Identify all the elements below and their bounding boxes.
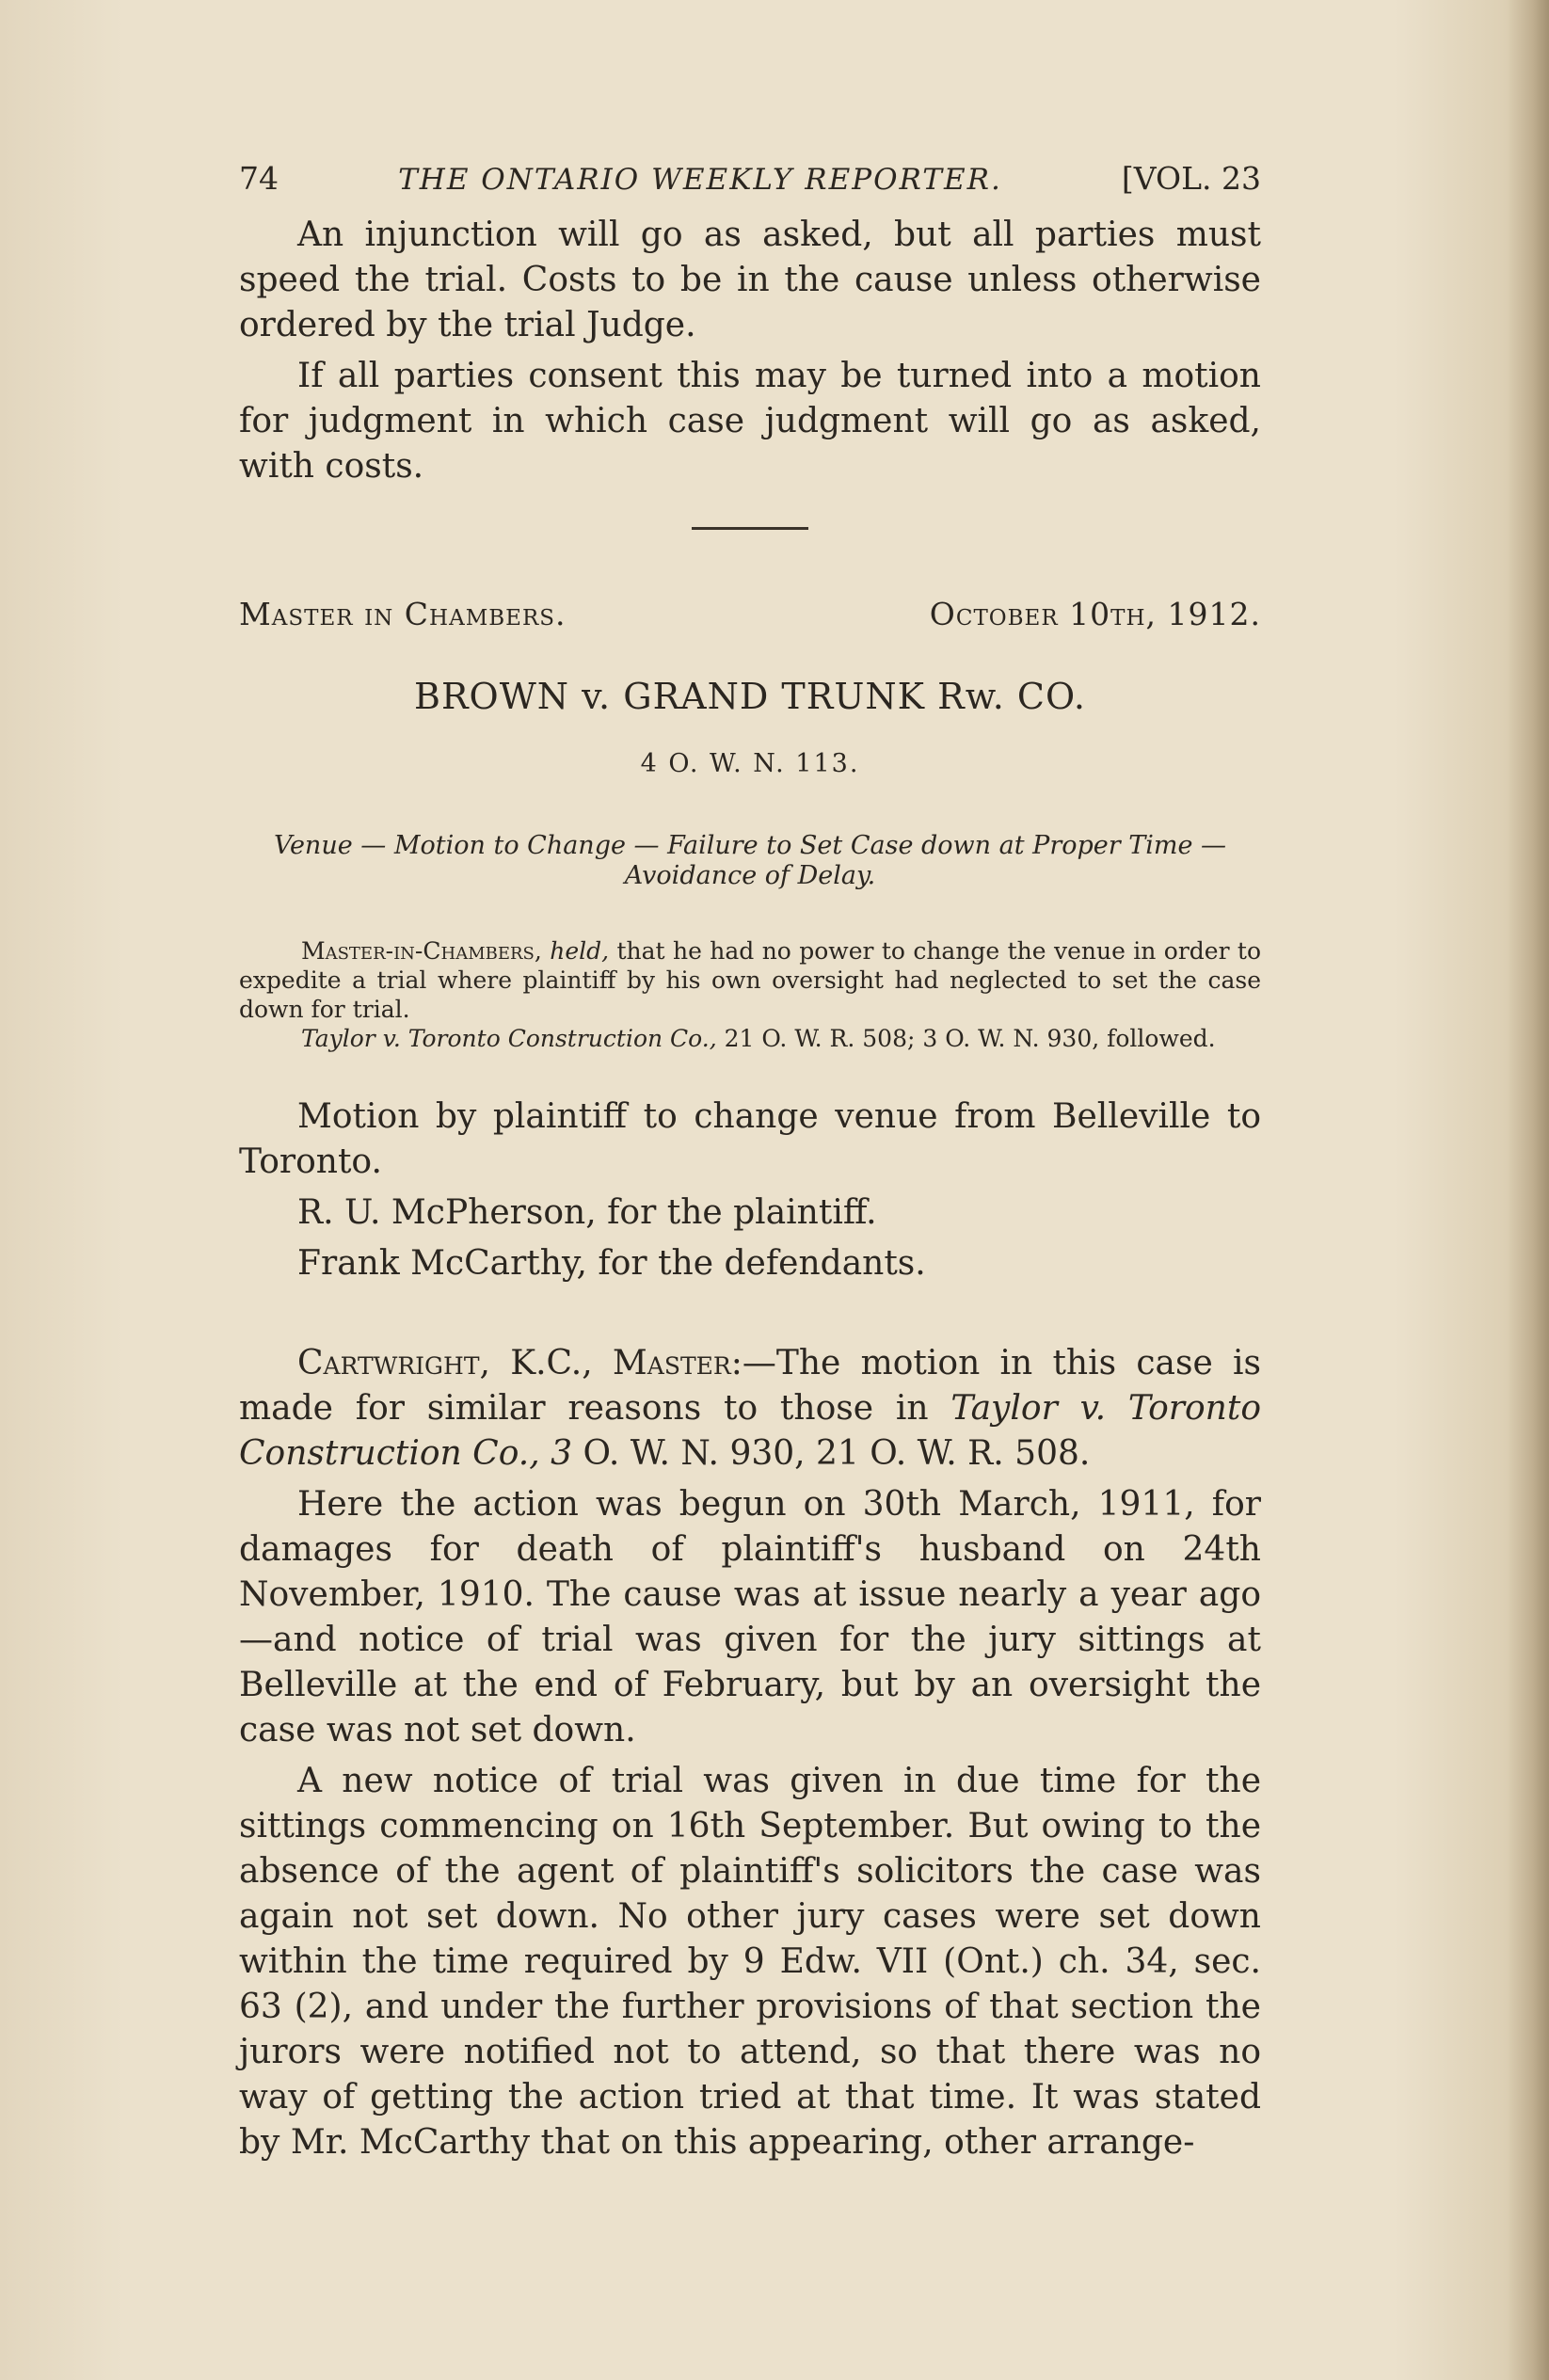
running-header xyxy=(239,160,1261,213)
cited-ref: O. W. N. 930, 21 O. W. R. 508. xyxy=(583,1434,1091,1473)
paragraph-consent: If all parties consent this may be turned into a motion for judgment in which case judgment will go as asked, with costs. xyxy=(239,357,1261,486)
judge-name: Cartwright, K.C., Master xyxy=(297,1344,731,1382)
page-content xyxy=(239,160,1261,2165)
judgment-opening xyxy=(239,1341,1261,1477)
paragraph-injunction: An injunction will go as asked, but all parties must speed the trial. Costs to be in the cause unless otherwise ordered by the trial Judge. xyxy=(239,216,1261,344)
cited-case: Taylor v. Toronto Construction Co., 3 xyxy=(239,1389,1261,1473)
counsel-plaintiff: R. U. McPherson, for the plaintiff. xyxy=(297,1193,877,1232)
section-divider xyxy=(692,527,808,530)
court-date-line xyxy=(239,596,1261,632)
followed-case: Taylor v. Toronto Construction Co., xyxy=(301,1025,717,1052)
court-name: Master in Chambers. xyxy=(239,596,567,632)
headnote-held: held, xyxy=(550,937,610,965)
catchwords: Venue — Motion to Change — Failure to Set Case down at Proper Time — Avoidance of Delay. xyxy=(273,831,1227,890)
running-title: THE ONTARIO WEEKLY REPORTER. xyxy=(398,163,1002,197)
paragraph-new-notice: A new notice of trial was given in due time for the sittings commencing on 16th September. But owing to the absence of the agent of plaintiff's solicitors the case was again not set down. No other jury cases were set down within the time required by 9 Edw. VII (Ont.) ch. 34, sec. 63 (2), and under the further provisions of that section the jurors were notified not to attend, so that there was no way of getting the action tried at that time. It was stated by Mr. McCarthy that on this appearing, other arrange- xyxy=(239,1762,1261,2162)
page-number: 74 xyxy=(239,160,279,197)
headnote xyxy=(239,936,1261,1053)
headnote-holding xyxy=(239,936,1261,1024)
counsel-defendants: Frank McCarthy, for the defendants. xyxy=(297,1244,926,1283)
decision-date: October 10th, 1912. xyxy=(929,596,1261,632)
judgment-intro: :—The motion in this case is made for similar reasons to those in xyxy=(239,1344,1262,1428)
page-edge-shadow xyxy=(1508,0,1549,2380)
followed-text: 21 O. W. R. 508; 3 O. W. N. 930, followed. xyxy=(724,1025,1216,1052)
case-citation: 4 O. W. N. 113. xyxy=(640,749,860,778)
paragraph-facts: Here the action was begun on 30th March, 1911, for damages for death of plaintiff's husband on 24th November, 1910. The cause was at issue nearly a year ago—and notice of trial was given for the jury sittings at Belleville at the end of February, but by an oversight the case was not set down. xyxy=(239,1485,1261,1749)
headnote-holder: Master-in-Chambers, xyxy=(301,937,542,965)
headnote-text: that he had no power to change the venue in order to expedite a trial where plaintiff by his own oversight had neglected to set the case down for trial. xyxy=(239,937,1262,1023)
volume-label: [VOL. 23 xyxy=(1121,160,1261,197)
headnote-followed xyxy=(239,1024,1261,1053)
paragraph-motion: Motion by plaintiff to change venue from Belleville to Toronto. xyxy=(239,1097,1261,1181)
case-title: BROWN v. GRAND TRUNK Rw. CO. xyxy=(414,676,1086,717)
